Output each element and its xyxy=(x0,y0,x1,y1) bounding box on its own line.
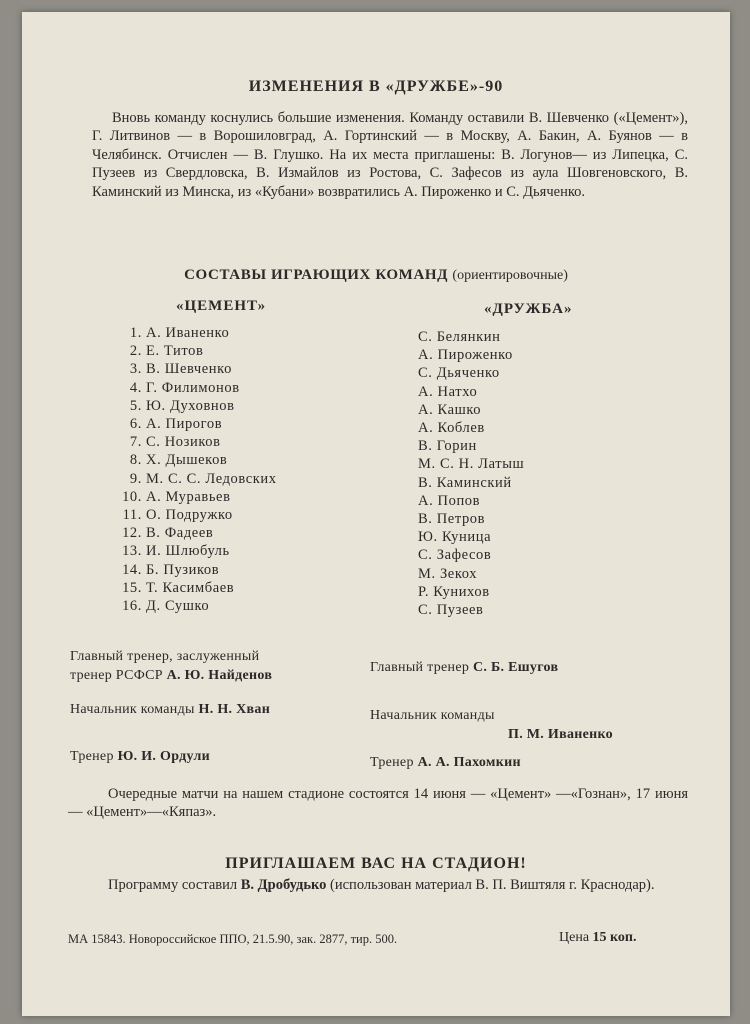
changes-paragraph xyxy=(92,109,688,201)
player-name: Г. Филимонов xyxy=(146,379,240,396)
roster-item: С. Белянкин xyxy=(418,329,501,345)
player-name: А. Пирогов xyxy=(146,416,223,433)
player-number: 9. xyxy=(129,470,142,487)
player-name: М. С. С. Ледовских xyxy=(146,470,277,487)
roster-item: С. Зафесов xyxy=(418,547,492,564)
section-title-lineups xyxy=(22,267,730,284)
player-name: В. Шевченко xyxy=(146,361,232,378)
player-number: 6. xyxy=(129,416,142,433)
roster-item xyxy=(122,470,277,488)
druzhba-coach-line xyxy=(370,754,521,772)
roster-cement xyxy=(122,324,277,615)
roster-item xyxy=(122,597,277,615)
player-name: Х. Дышеков xyxy=(146,452,228,469)
roster-item: А. Пироженко xyxy=(418,347,513,364)
price-label: Цена xyxy=(559,930,590,945)
player-name: Т. Касимбаев xyxy=(146,579,235,596)
player-number: 14. xyxy=(122,561,142,578)
cement-chief-name: Н. Н. Хван xyxy=(198,702,271,717)
roster-item xyxy=(122,360,277,378)
next-matches-paragraph xyxy=(68,785,688,821)
credits-paragraph xyxy=(68,876,688,894)
price-value: 15 коп. xyxy=(592,930,637,945)
roster-item xyxy=(122,397,277,415)
player-number: 16. xyxy=(122,598,142,615)
player-name: В. Фадеев xyxy=(146,525,214,542)
roster-item xyxy=(122,524,277,542)
credits-text xyxy=(68,876,688,894)
roster-item: С. Пузеев xyxy=(418,602,484,619)
cement-head-coach-name: А. Ю. Найденов xyxy=(166,668,273,683)
section-title-changes: ИЗМЕНЕНИЯ В «ДРУЖБЕ»-90 xyxy=(248,78,504,95)
cement-head-coach-line xyxy=(70,667,272,685)
roster-item xyxy=(122,433,277,451)
roster-item: М. Зекох xyxy=(418,565,478,582)
player-name: Ю. Духовнов xyxy=(146,397,235,414)
cement-coach-label: Тренер xyxy=(70,749,114,764)
roster-item xyxy=(122,561,277,579)
player-name: О. Подружко xyxy=(146,507,233,524)
roster-item: В. Каминский xyxy=(418,474,512,491)
roster-item: Р. Кунихов xyxy=(418,583,490,600)
roster-item xyxy=(122,324,277,342)
player-name: А. Иваненко xyxy=(146,325,230,341)
player-name: Д. Сушко xyxy=(146,598,210,615)
druzhba-chief-name: П. М. Иваненко xyxy=(508,727,613,742)
credits-prefix: Программу составил xyxy=(108,877,238,893)
lineups-subtitle: (ориентировочные) xyxy=(452,268,568,283)
player-name: С. Нозиков xyxy=(146,434,221,451)
cement-chief-line xyxy=(70,701,270,719)
cement-head-coach-label-2: тренер РСФСР xyxy=(70,668,163,683)
player-number: 13. xyxy=(122,543,142,560)
next-matches-text: Очередные матчи на нашем стадионе состоятся 14 июня — «Цемент» —«Гознан», 17 июня — «Цемент»—«Кяпаз». xyxy=(68,786,688,820)
player-number: 1. xyxy=(129,325,142,341)
player-number: 12. xyxy=(122,525,142,542)
player-name: Е. Титов xyxy=(146,343,204,360)
imprint: МА 15843. Новороссийское ППО, 21.5.90, зак. 2877, тир. 500. xyxy=(68,932,398,946)
roster-item: А. Натхо xyxy=(418,383,478,400)
druzhba-chief-label: Начальник команды xyxy=(370,708,495,723)
roster-item: В. Горин xyxy=(418,438,477,455)
roster-item xyxy=(122,379,277,397)
player-number: 15. xyxy=(122,579,142,596)
roster-item: М. С. Н. Латыш xyxy=(418,456,525,473)
druzhba-coach-label: Тренер xyxy=(370,755,414,770)
roster-item: А. Кашко xyxy=(418,401,482,418)
druzhba-head-coach-line xyxy=(370,659,558,677)
player-name: И. Шлюбуль xyxy=(146,543,230,560)
roster-item xyxy=(122,488,277,506)
cement-coach-name: Ю. И. Ордули xyxy=(117,749,210,764)
druzhba-head-coach-name: С. Б. Ешугов xyxy=(472,660,559,675)
invite-title: ПРИГЛАШАЕМ ВАС НА СТАДИОН! xyxy=(225,855,527,872)
druzhba-coach-name: А. А. Пахомкин xyxy=(417,755,521,770)
team-name-cement: «ЦЕМЕНТ» xyxy=(176,298,267,314)
credits-suffix: (использован материал В. П. Виштяля г. Краснодар). xyxy=(330,877,655,893)
roster-item xyxy=(122,506,277,524)
price xyxy=(559,930,636,946)
roster-item xyxy=(122,542,277,560)
player-number: 8. xyxy=(129,452,142,469)
player-number: 7. xyxy=(129,434,142,451)
druzhba-head-coach-label: Главный тренер xyxy=(370,660,470,675)
player-number: 3. xyxy=(129,361,142,378)
changes-text: Вновь команду коснулись большие изменения. Команду оставили В. Шевченко («Цемент»), Г. Литвинов — в Ворошиловград, А. Гортинский — в Москву, А. Бакин, А. Буянов — в Челябинск. Отчислен — В. Глушко. На их места приглашены: В. Логунов— из Липецка, С. Пузеев из Свердловска, В. Измайлов из Ростова, С. Зафесов из аула Шовгеновского, В. Каминский из Минска, из «Кубани» возвратились А. Пироженко и С. Дьяченко. xyxy=(92,110,688,200)
cement-head-coach-label-1: Главный тренер, заслуженный xyxy=(70,649,260,664)
cement-coach-line xyxy=(70,748,210,766)
player-number: 2. xyxy=(129,343,142,360)
credits-author: В. Дробудько xyxy=(240,877,327,893)
roster-item: А. Коблев xyxy=(418,420,485,437)
player-number: 4. xyxy=(129,379,142,396)
roster-item: С. Дьяченко xyxy=(418,365,500,382)
roster-item xyxy=(122,579,277,597)
player-number: 11. xyxy=(122,507,142,524)
team-name-druzhba: «ДРУЖБА» xyxy=(484,301,573,317)
player-name: А. Муравьев xyxy=(146,488,231,505)
lineups-title: СОСТАВЫ ИГРАЮЩИХ КОМАНД xyxy=(184,267,449,283)
player-number: 5. xyxy=(129,397,142,414)
roster-item: Ю. Куница xyxy=(418,529,492,546)
player-name: Б. Пузиков xyxy=(146,561,220,578)
player-number: 10. xyxy=(122,488,142,505)
program-page xyxy=(22,12,730,1016)
roster-item xyxy=(122,451,277,469)
roster-item xyxy=(122,342,277,360)
roster-item: В. Петров xyxy=(418,511,486,528)
cement-chief-label: Начальник команды xyxy=(70,702,195,717)
roster-druzhba xyxy=(418,328,524,619)
roster-item xyxy=(122,415,277,433)
roster-item: А. Попов xyxy=(418,492,481,509)
